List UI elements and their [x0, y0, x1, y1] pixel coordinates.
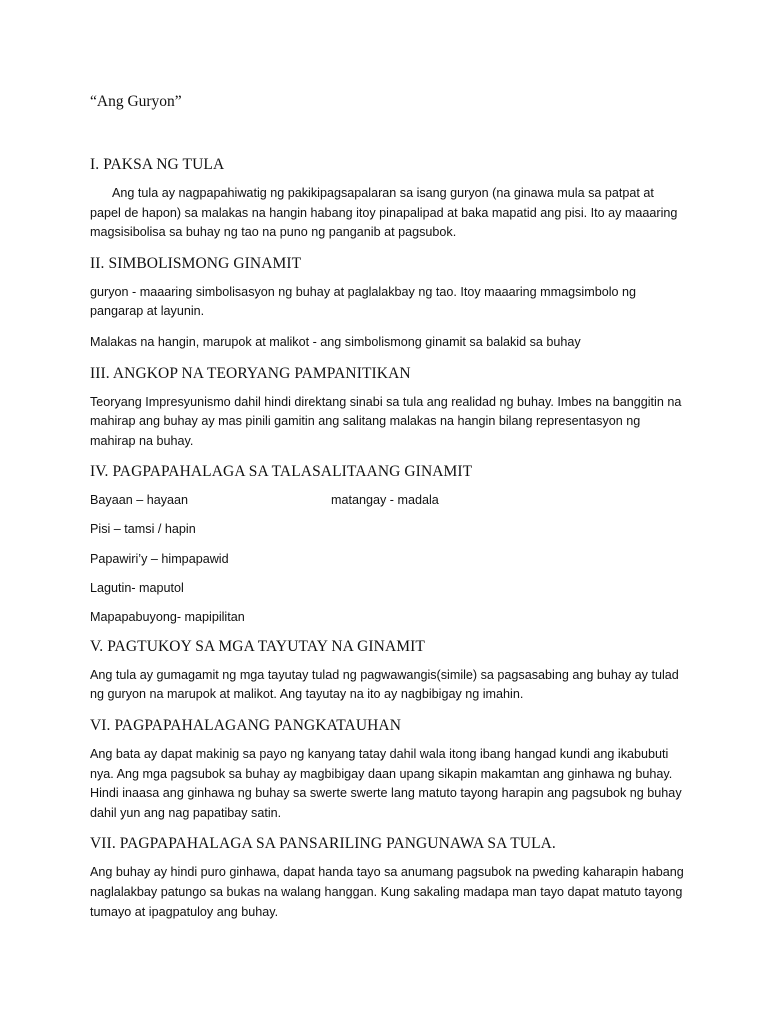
vocab-term [331, 550, 688, 570]
section-heading: III. ANGKOP NA TEORYANG PAMPANITIKAN [90, 364, 411, 382]
vocab-term [331, 579, 688, 599]
section-tayutay [90, 637, 688, 705]
vocab-term: Bayaan – hayaan [90, 493, 189, 508]
vocab-row [90, 491, 688, 511]
section-paragraph: Ang buhay ay hindi puro ginhawa, dapat handa tayo sa anumang pagsubok na pweding kaharapin habang naglalakbay patungo sa bukas na walang hanggan. Kung sakaling madapa man tayo dapat matuto tayong tumayo at ipagpatuloy ang buhay. [90, 865, 684, 919]
vocab-row [90, 520, 688, 540]
section-heading: I. PAKSA NG TULA [90, 156, 225, 173]
vocab-term: Mapapabuyong- mapipilitan [90, 609, 245, 624]
section-paragraph: Ang tula ay gumagamit ng mga tayutay tulad ng pagwawangis(simile) sa pagsasabing ang buhay ay tulad ng guryon na marupok at malikot. Ang tayutay na ito ay nagbibigay ng imahin. [90, 667, 679, 702]
section-paksa-ng-tula [90, 155, 688, 243]
vocab-term: Lagutin- maputol [90, 580, 184, 595]
section-heading: V. PAGTUKOY SA MGA TAYUTAY NA GINAMIT [90, 637, 425, 655]
section-pangkatauhan [90, 716, 688, 823]
section-heading: VI. PAGPAPAHALAGANG PANGKATAUHAN [90, 717, 402, 734]
section-simbolismong-ginamit [90, 254, 688, 353]
vocab-term [331, 608, 688, 628]
section-paragraph: Teoryang Impresyunismo dahil hindi direktang sinabi sa tula ang realidad ng buhay. Imbes na banggitin na mahirap ang buhay ay mas pinili gamitin ang salitang malakas na hangin bilang representasyon ng mahirap na buhay. [90, 394, 682, 448]
section-heading: II. SIMBOLISMONG GINAMIT [90, 254, 302, 272]
vocab-term [331, 520, 688, 540]
section-pansariling-pangunawa [90, 834, 688, 922]
document-title: “Ang Guryon” [90, 93, 182, 110]
vocab-term: matangay - madala [331, 493, 439, 508]
vocab-row [90, 579, 688, 599]
section-heading: IV. PAGPAPAHALAGA SA TALASALITAANG GINAMIT [90, 463, 473, 481]
vocab-row [90, 550, 688, 570]
section-heading: VII. PAGPAPAHALAGA SA PANSARILING PANGUNAWA SA TULA. [90, 835, 556, 853]
section-talasalitaan [90, 462, 688, 627]
vocab-term: Pisi – tamsi / hapin [90, 522, 196, 537]
section-angkop-na-teorya [90, 364, 688, 452]
section-paragraph: Ang bata ay dapat makinig sa payo ng kanyang tatay dahil wala itong ibang hangad kundi ang ikabubuti nya. Ang mga pagsubok sa buhay ay magbibigay daan upang sikapin makamtan ang ginhawa ng buhay. Hindi inaasa ang ginhawa ng buhay sa swerte swerte lang matuto tayong harapin ang pagsubok ng buhay dahil yun ang nag papatibay satin. [90, 747, 682, 820]
section-paragraph: guryon - maaaring simbolisasyon ng buhay at paglalakbay ng tao. Itoy maaaring mmagsimbolo ng pangarap at layunin. [90, 284, 637, 319]
vocab-term: Papawiri’y – himpapawid [90, 551, 229, 566]
vocab-row [90, 608, 688, 628]
section-paragraph: Ang tula ay nagpapahiwatig ng pakikipagsapalaran sa isang guryon (na ginawa mula sa patpat at papel de hapon) sa malakas na hangin habang itoy pinapalipad at baka mapatid ang pisi. Ito ay maaaring magsisibolisa sa buhay ng tao na puno ng panganib at pagsubok. [90, 186, 678, 240]
section-paragraph: Malakas na hangin, marupok at malikot - ang simbolismong ginamit sa balakid sa buhay [90, 334, 581, 349]
